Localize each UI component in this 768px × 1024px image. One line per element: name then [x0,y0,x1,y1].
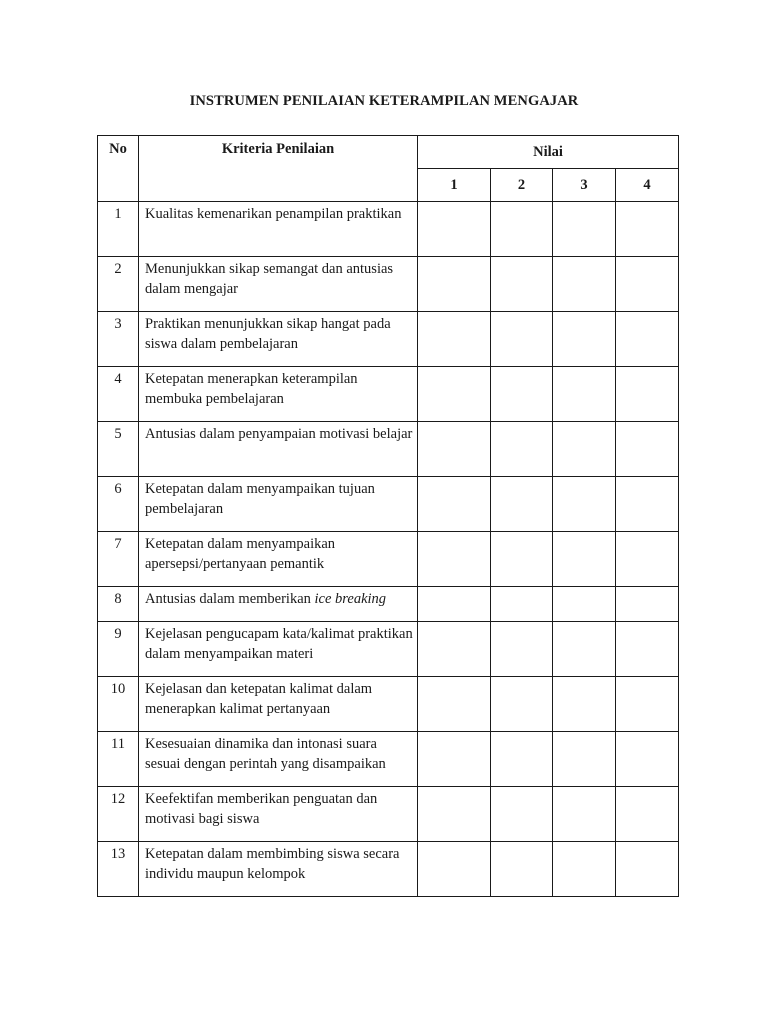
score-cell-2[interactable] [491,312,553,367]
header-score-3: 3 [553,169,616,202]
score-cell-2[interactable] [491,587,553,622]
table-row [98,677,679,732]
score-cell-1[interactable] [418,732,491,787]
score-cell-1[interactable] [418,312,491,367]
score-cell-2[interactable] [491,367,553,422]
criteria-italic: ice breaking [314,591,387,607]
assessment-table [97,135,679,897]
criteria-text [139,532,418,587]
score-cell-4[interactable] [616,677,679,732]
criteria-text [139,622,418,677]
score-cell-4[interactable] [616,257,679,312]
criteria-text [139,477,418,532]
score-cell-3[interactable] [553,787,616,842]
table-row [98,787,679,842]
table-row [98,367,679,422]
score-cell-2[interactable] [491,787,553,842]
table-row [98,842,679,897]
score-cell-2[interactable] [491,422,553,477]
criteria-text [139,312,418,367]
score-cell-1[interactable] [418,587,491,622]
score-cell-2[interactable] [491,532,553,587]
criteria-label: Praktikan menunjukkan sikap hangat pada siswa dalam pembelajaran [145,316,391,352]
criteria-label: Kejelasan pengucapam kata/kalimat praktikan dalam menyampaikan materi [145,626,413,662]
table-row [98,312,679,367]
criteria-text [139,842,418,897]
criteria-label: Ketepatan dalam menyampaikan apersepsi/pertanyaan pemantik [145,536,336,572]
row-number: 12 [98,787,139,842]
score-cell-1[interactable] [418,477,491,532]
criteria-label: Ketepatan menerapkan keterampilan membuka pembelajaran [145,371,358,407]
header-score-2: 2 [491,169,553,202]
document-title: INSTRUMEN PENILAIAN KETERAMPILAN MENGAJAR [189,93,579,109]
table-row [98,622,679,677]
row-number: 4 [98,367,139,422]
row-number: 10 [98,677,139,732]
score-cell-3[interactable] [553,202,616,257]
score-cell-4[interactable] [616,422,679,477]
score-cell-4[interactable] [616,532,679,587]
score-cell-4[interactable] [616,842,679,897]
score-cell-2[interactable] [491,732,553,787]
score-cell-4[interactable] [616,312,679,367]
score-cell-3[interactable] [553,532,616,587]
criteria-label: Kejelasan dan ketepatan kalimat dalam menerapkan kalimat pertanyaan [145,681,373,717]
score-cell-1[interactable] [418,532,491,587]
header-no: No [98,136,139,202]
score-cell-3[interactable] [553,732,616,787]
score-cell-3[interactable] [553,842,616,897]
score-cell-4[interactable] [616,622,679,677]
criteria-text [139,677,418,732]
score-cell-2[interactable] [491,677,553,732]
row-number: 6 [98,477,139,532]
criteria-text [139,257,418,312]
criteria-label: Keefektifan memberikan penguatan dan motivasi bagi siswa [145,791,378,827]
score-cell-1[interactable] [418,367,491,422]
table-row [98,587,679,622]
score-cell-4[interactable] [616,732,679,787]
score-cell-1[interactable] [418,622,491,677]
criteria-text [139,367,418,422]
score-cell-2[interactable] [491,622,553,677]
header-criteria: Kriteria Penilaian [139,136,418,202]
row-number: 13 [98,842,139,897]
header-score-1: 1 [418,169,491,202]
criteria-label: Kualitas kemenarikan penampilan praktikan [145,206,402,222]
table-row [98,257,679,312]
criteria-text [139,732,418,787]
table-row [98,732,679,787]
score-cell-3[interactable] [553,677,616,732]
table-row [98,477,679,532]
score-cell-2[interactable] [491,202,553,257]
score-cell-1[interactable] [418,422,491,477]
criteria-text [139,422,418,477]
row-number: 3 [98,312,139,367]
table-row [98,202,679,257]
row-number: 11 [98,732,139,787]
score-cell-1[interactable] [418,257,491,312]
score-cell-1[interactable] [418,677,491,732]
row-number: 5 [98,422,139,477]
score-cell-4[interactable] [616,477,679,532]
table-row [98,532,679,587]
header-score-4: 4 [616,169,679,202]
row-number: 1 [98,202,139,257]
criteria-text [139,202,418,257]
row-number: 9 [98,622,139,677]
criteria-label: Kesesuaian dinamika dan intonasi suara sesuai dengan perintah yang disampaikan [145,736,386,772]
criteria-label: Ketepatan dalam membimbing siswa secara individu maupun kelompok [145,846,400,882]
criteria-label: Ketepatan dalam menyampaikan tujuan pembelajaran [145,481,375,517]
row-number: 2 [98,257,139,312]
criteria-rows [98,202,679,897]
score-cell-2[interactable] [491,477,553,532]
score-cell-3[interactable] [553,587,616,622]
score-cell-4[interactable] [616,787,679,842]
score-cell-2[interactable] [491,257,553,312]
score-cell-2[interactable] [491,842,553,897]
row-number: 7 [98,532,139,587]
score-cell-3[interactable] [553,477,616,532]
score-cell-3[interactable] [553,312,616,367]
score-cell-3[interactable] [553,422,616,477]
table-row [98,422,679,477]
criteria-label: Antusias dalam penyampaian motivasi belajar [145,426,413,442]
header-score-group: Nilai [418,136,679,169]
score-cell-4[interactable] [616,367,679,422]
score-cell-4[interactable] [616,587,679,622]
score-cell-3[interactable] [553,367,616,422]
header-row-main [98,136,679,169]
criteria-label: Menunjukkan sikap semangat dan antusias dalam mengajar [145,261,394,297]
score-cell-1[interactable] [418,787,491,842]
criteria-text [139,587,418,622]
score-cell-1[interactable] [418,202,491,257]
criteria-label: Antusias dalam memberikan [145,591,315,607]
score-cell-1[interactable] [418,842,491,897]
row-number: 8 [98,587,139,622]
score-cell-4[interactable] [616,202,679,257]
criteria-text [139,787,418,842]
score-cell-3[interactable] [553,257,616,312]
score-cell-3[interactable] [553,622,616,677]
